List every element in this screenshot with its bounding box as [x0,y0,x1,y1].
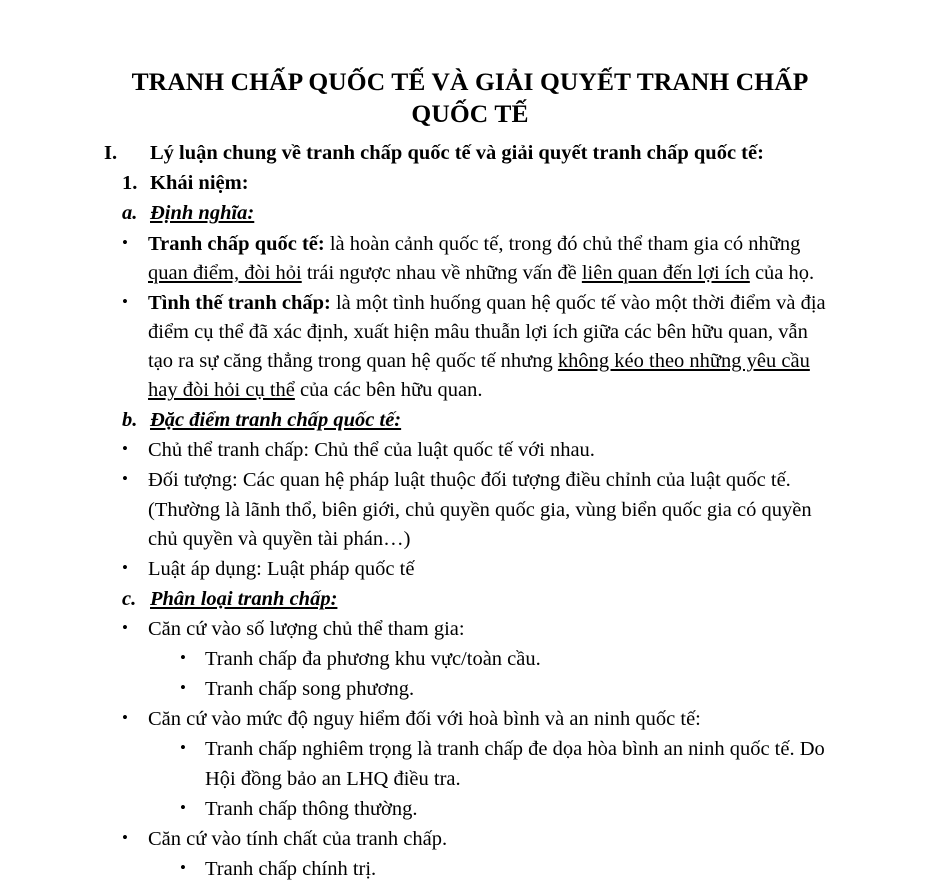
item-c-marker: c. [122,587,137,610]
outline-item-b [0,406,940,435]
list-item [0,705,940,734]
definition-underline-2: liên quan đến lợi ích [581,261,750,284]
sub-list-item-text: Tranh chấp thông thường. [205,797,418,820]
outline-item-a [0,199,940,228]
list-item-text: Đối tượng: Các quan hệ pháp luật thuộc đối tượng điều chỉnh của luật quốc tế. (Thường là lãnh thổ, biên giới, chủ quyền quốc gia, vùng biển quốc gia có quyền chủ quyền và quyền tài phán…) [148,469,812,550]
bullet-icon: • [180,738,186,758]
bullet-icon: • [122,827,128,847]
bullet-icon: • [180,797,186,817]
bullet-icon: • [122,291,128,311]
bullet-icon: • [122,708,128,728]
sub-list-item [0,735,940,793]
bullet-icon: • [122,439,128,459]
situation-part-1: là một tình huống quan hệ quốc tế vào một thời điểm và địa điểm cụ thể đã xác định, xuất hiện mâu thuẫn lợi ích giữa các bên hữu quan, vẫn tạo ra sự căng thẳng trong quan hệ quốc tế nhưng [148,291,826,373]
title-line-1: TRANH CHẤP QUỐC TẾ VÀ GIẢI QUYẾT TRANH CHẤP [131,67,809,96]
bullet-icon: • [122,469,128,489]
list-item [0,555,940,584]
bullet-icon: • [122,232,128,252]
sub-list-item-text: Tranh chấp song phương. [205,678,415,701]
sub-list-item [0,645,940,674]
bullet-icon: • [180,857,186,877]
sub-list-item-text: Tranh chấp chính trị. [205,857,377,880]
sub-list-item [0,795,940,824]
situation-underline-1: không kéo theo những yêu cầu hay đòi hỏi cụ thể [148,350,810,402]
outline-roman-heading [0,139,940,168]
list-item [0,436,940,465]
list-item [0,466,940,553]
list-item-text: Căn cứ vào mức độ nguy hiểm đối với hoà bình và an ninh quốc tế: [148,708,701,731]
item-c-text: Phân loại tranh chấp: [150,587,338,610]
roman-heading-text: Lý luận chung về tranh chấp quốc tế và giải quyết tranh chấp quốc tế: [150,142,764,165]
outline-section-1 [0,169,940,198]
item-a-marker: a. [122,202,138,225]
definition-part-1: là hoàn cảnh quốc tế, trong đó chủ thể tham gia có những [324,232,801,255]
section-1-marker: 1. [122,172,138,195]
definition-lead: Tranh chấp quốc tế: [148,232,325,255]
list-item [0,615,940,644]
page-title [0,0,940,130]
list-item-text: Chủ thể tranh chấp: Chủ thể của luật quốc tế với nhau. [148,439,595,462]
definition-tranh-chap-quoc-te [0,230,940,288]
title-line-2: QUỐC TẾ [411,99,529,129]
sub-list-item-text: Tranh chấp nghiêm trọng là tranh chấp đe dọa hòa bình an ninh quốc tế. Do Hội đồng bảo an LHQ điều tra. [205,738,825,790]
section-1-text: Khái niệm: [150,172,249,195]
definition-part-2: trái ngược nhau về những vấn đề [301,261,582,284]
definition-part-3: của họ. [749,261,815,284]
definition-underline-1: quan điểm, đòi hỏi [148,261,302,284]
list-item-text: Căn cứ vào tính chất của tranh chấp. [148,827,448,850]
list-item-text: Luật áp dụng: Luật pháp quốc tế [148,557,415,580]
definition-tinh-the-tranh-chap [0,289,940,405]
bullet-icon: • [122,557,128,577]
item-b-marker: b. [122,409,138,432]
bullet-icon: • [122,618,128,637]
bullet-icon: • [180,678,186,698]
sub-list-item [0,855,940,884]
item-a-text: Định nghĩa: [150,202,255,225]
list-item-text: Căn cứ vào số lượng chủ thể tham gia: [148,618,465,640]
situation-part-2: của các bên hữu quan. [294,379,483,402]
list-item [0,825,940,854]
item-b-text: Đặc điểm tranh chấp quốc tế: [150,409,402,432]
sub-list-item [0,675,940,704]
outline-item-c [0,585,940,614]
bullet-icon: • [180,648,186,668]
roman-marker: I. [104,142,118,165]
situation-lead: Tình thế tranh chấp: [148,291,331,314]
sub-list-item-text: Tranh chấp đa phương khu vực/toàn cầu. [205,648,541,671]
